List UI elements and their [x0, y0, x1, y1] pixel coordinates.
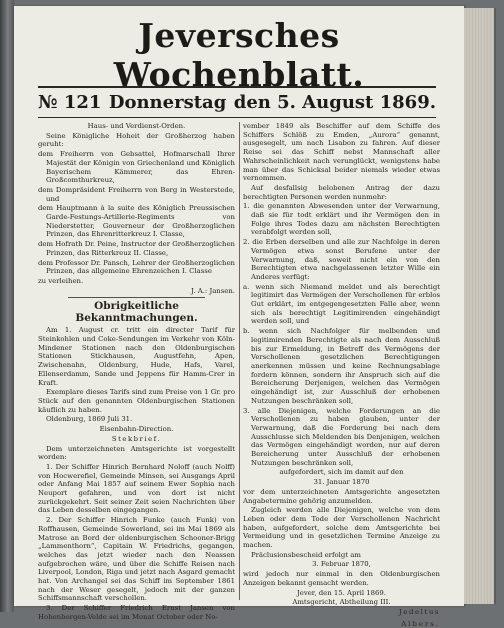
issue-number: № 121 — [38, 91, 102, 113]
missing-intro: Dem unterzeichneten Amtsgerichte ist vorgestellt worden: — [38, 444, 235, 462]
steckbrief-heading: Stekbrief. — [111, 434, 162, 443]
tariff-notice: Am 1. August cr. tritt ein directer Tarif für Steinkohlen und Coke-Sendungen im Verkehr von Köln-Mindener Stationen nach den Oldenburgischen Stationen Stickhausen, Augustfehn, Apen, Zwischenahn, Oldenburg, Hude, Hafs, Varel, Ellenserdamm, Sande und Jeppens für Hamm-Crer in Kraft. — [38, 326, 235, 387]
issue-date: den 5. August 1869. — [233, 91, 436, 113]
left-column — [38, 122, 235, 621]
summons-request: Auf desfallsig belobenen Antrag der dazu berechtigten Personen werden nunmehr: — [243, 183, 440, 201]
section-heading: Obrigkeitliche Bekanntmachungen. — [75, 300, 198, 325]
masthead-rule-top — [38, 86, 436, 88]
missing-item-3: 3. Der Schiffer Friedrich Ernst Jansen von Hohenborgen-Velde sei im Monat October oder No- — [38, 604, 235, 621]
page-edges — [464, 8, 496, 604]
tariff-notice-copies: Exemplare dieses Tarifs sind zum Preise von 1 Gr. pro Stück auf den genannten Oldenburgischen Stationen käuflich zu haben. — [38, 388, 235, 414]
tariff-notice-signature: Eisenbahn-Direction. — [99, 425, 174, 434]
court-name: Amtsgericht, Abtheilung III. — [292, 598, 391, 607]
right-column — [243, 122, 440, 628]
continuation-text: vember 1849 als Beschiffer auf dem Schiffe des Schiffers Schlöß zu Emden, „Aurora“ genannt, ausgesegelt, um nach Lisabon zu fahren. Auf dieser Reise sei das Schiff nebst Mannschaft aller Wahrscheinlichkeit nach verunglückt, wenigstens habe man über das Schicksal beider niemals wieder etwas vernommen. — [243, 122, 440, 183]
order-award-2: dem Dompräsident Freiherrn von Berg in Westerstede, und — [38, 185, 235, 203]
summons-item-3: 3. alle Diejenigen, welche Forderungen an die Verschollenen zu haben glauben, unter der Verwarnung, daß die Forderung bei nach dem Ausschlusse sich Meldenden bis Denjenigen, welchen das Vermögen eingehändigt worden, nur auf deren Bereicherung unter Ausschluß der erhobenen Nutzungen beschränken soll, — [243, 406, 440, 467]
praeclusion-date: 3. Februar 1870, — [312, 560, 371, 569]
order-award-5: dem Professor Dr. Pansch, Lehrer der Großherzoglichen Prinzen, das allgemeine Ehrenzeichen I. Classe — [38, 258, 235, 276]
missing-item-1: 1. Der Schiffer Hinrich Bernhard Noloff (auch Nolff) von Hocwerefiel, Gemeinde Minsen, sei Ausgangs April oder Anfang Mai 1857 auf seinem Ewer Sophia nach Neuport gefahren, und von dort ist nicht zurückgekehrt. Seit seiner Zeit seien Nachrichten über das Leben desselben eingegangen. — [38, 462, 235, 515]
order-award-1: dem Freiherrn von Gebsattel, Hofmarschall Ihrer Majestät der Königin von Griechenland und Königlich Bayerischem Kämmerer, das Ehren-Großcomthurkreuz, — [38, 150, 235, 185]
order-closing: zu verleihen. — [38, 276, 84, 285]
summons-item-2b: b. wenn sich Nachfolger für melbenden und legitimirenden Berechtigte als nach dem Ausschluß bis zur Ermeldung, in Betreff des Vermögens der Verschollenen gesetzlichen Berechtigungen anerkennen müssen und keine Rechnungsablage fordern können, sondern ihr Anspruch sich auf die Bereicherung Derjenigen, welchen das Vermögen eingehändigt ist, zur Ausschluß der erhobenen Nutzungen beschränken soll, — [243, 327, 440, 405]
newspaper-page — [14, 6, 464, 628]
order-award-3: dem Hauptmann à la suite des Königlich Preussischen Garde-Festungs-Artillerie-Regiments von Niederstetter, Gouverneur der Großherzoglichen Prinzen, das Ehrenritterkreuz I. Classe, — [38, 204, 235, 239]
order-intro: Seine Königliche Hoheit der Großherzog haben geruht: — [38, 131, 235, 149]
court-signature: Jedeltus — [398, 607, 440, 616]
summons-item-2: 2. die Erben derselben und alle zur Nachfolge in deren Vermögen etwa sonst Berufene unter der Verwarnung, daß, soweit nicht ein von den Berechtigten etwa nachgelassenen letzter Wille ein Anderes verfügt: — [243, 238, 440, 281]
masthead-title: Jeversches Wochenblatt. — [113, 16, 365, 94]
place-date: Jever, den 15. April 1869. — [297, 588, 386, 597]
clerk-signature: Albers. — [401, 619, 440, 628]
section-divider — [68, 297, 205, 298]
summons-date: 31. Januar 1870 — [313, 478, 370, 487]
summons-item-1: 1. die genannten Abwesenden unter der Verwarnung, daß sie für todt erklärt und ihr Vermögen den in Folge ihres Todes dazu am nächsten Berechtigten verabfolgt werden soll, — [243, 202, 440, 237]
missing-item-2: 2. Der Schiffer Hinrich Funke (auch Funk) von Roffhausen, Gemeinde Sowerland, sei im Mai 1869 als Matrose an Bord der oldenburgischen Schooner-Brigg „Lammenthorn“, Capitain W. Friedrichs, gegangen, welches das jetzt wieder nach den Neassen aufgebrochen wäre, und über die Schiffe Reisen nach Liverpool, London, Riga und jetzt nach Asgard gemacht hat. Von Archangel sei das Schiff im September 1861 nach der Weser gesegelt, jedoch mit der ganzen Schiffsmannschaft verschollen. — [38, 516, 235, 603]
praeclusion-publication: wird jedoch nur einmal in den Oldenburgischen Anzeigen bekannt gemacht werden. — [243, 570, 440, 587]
issue-weekday: Donnerstag — [108, 91, 227, 113]
summons-court: vor dem unterzeichneten Amtsgerichte angesetzten Angabetermine gehörig anzumelden. — [243, 487, 440, 505]
summons-item-2a: a. wenn sich Niemand meldet und als berechtigt legitimirt das Vermögen der Verschollenen für erblos Gut erklärt, im entgegengesetzten Falle aber, wenn sich als berechtigt Legitimirenden eingehändigt werden soll, und — [243, 282, 440, 326]
summons-text: aufgefordert, sich im damit auf den — [279, 468, 404, 477]
issue-line — [38, 89, 436, 115]
summons-news: Zugleich werden alle Diejenigen, welche von dem Leben oder dem Tode der Verschollenen Nachricht haben, aufgefordert, solche dem Amtsgerichte bei Vermeidung und in gesetzlichen Termine Anzeige zu machen. — [243, 506, 440, 550]
masthead-rule-bottom — [38, 117, 436, 118]
order-signature: J. A.: Jansen. — [191, 286, 235, 295]
order-award-4: dem Hofrath Dr. Peine, Instructor der Großherzoglichen Prinzen, das Ritterkreuz II. Classe, — [38, 240, 235, 257]
book-spine — [0, 0, 14, 612]
praeclusion-text: Präclusionsbescheid erfolgt am — [251, 550, 361, 559]
tariff-notice-date: Oldenburg, 1869 Juli 31. — [46, 415, 133, 424]
order-heading: Haus- und Verdienst-Orden. — [87, 122, 186, 130]
column-divider — [239, 122, 240, 600]
